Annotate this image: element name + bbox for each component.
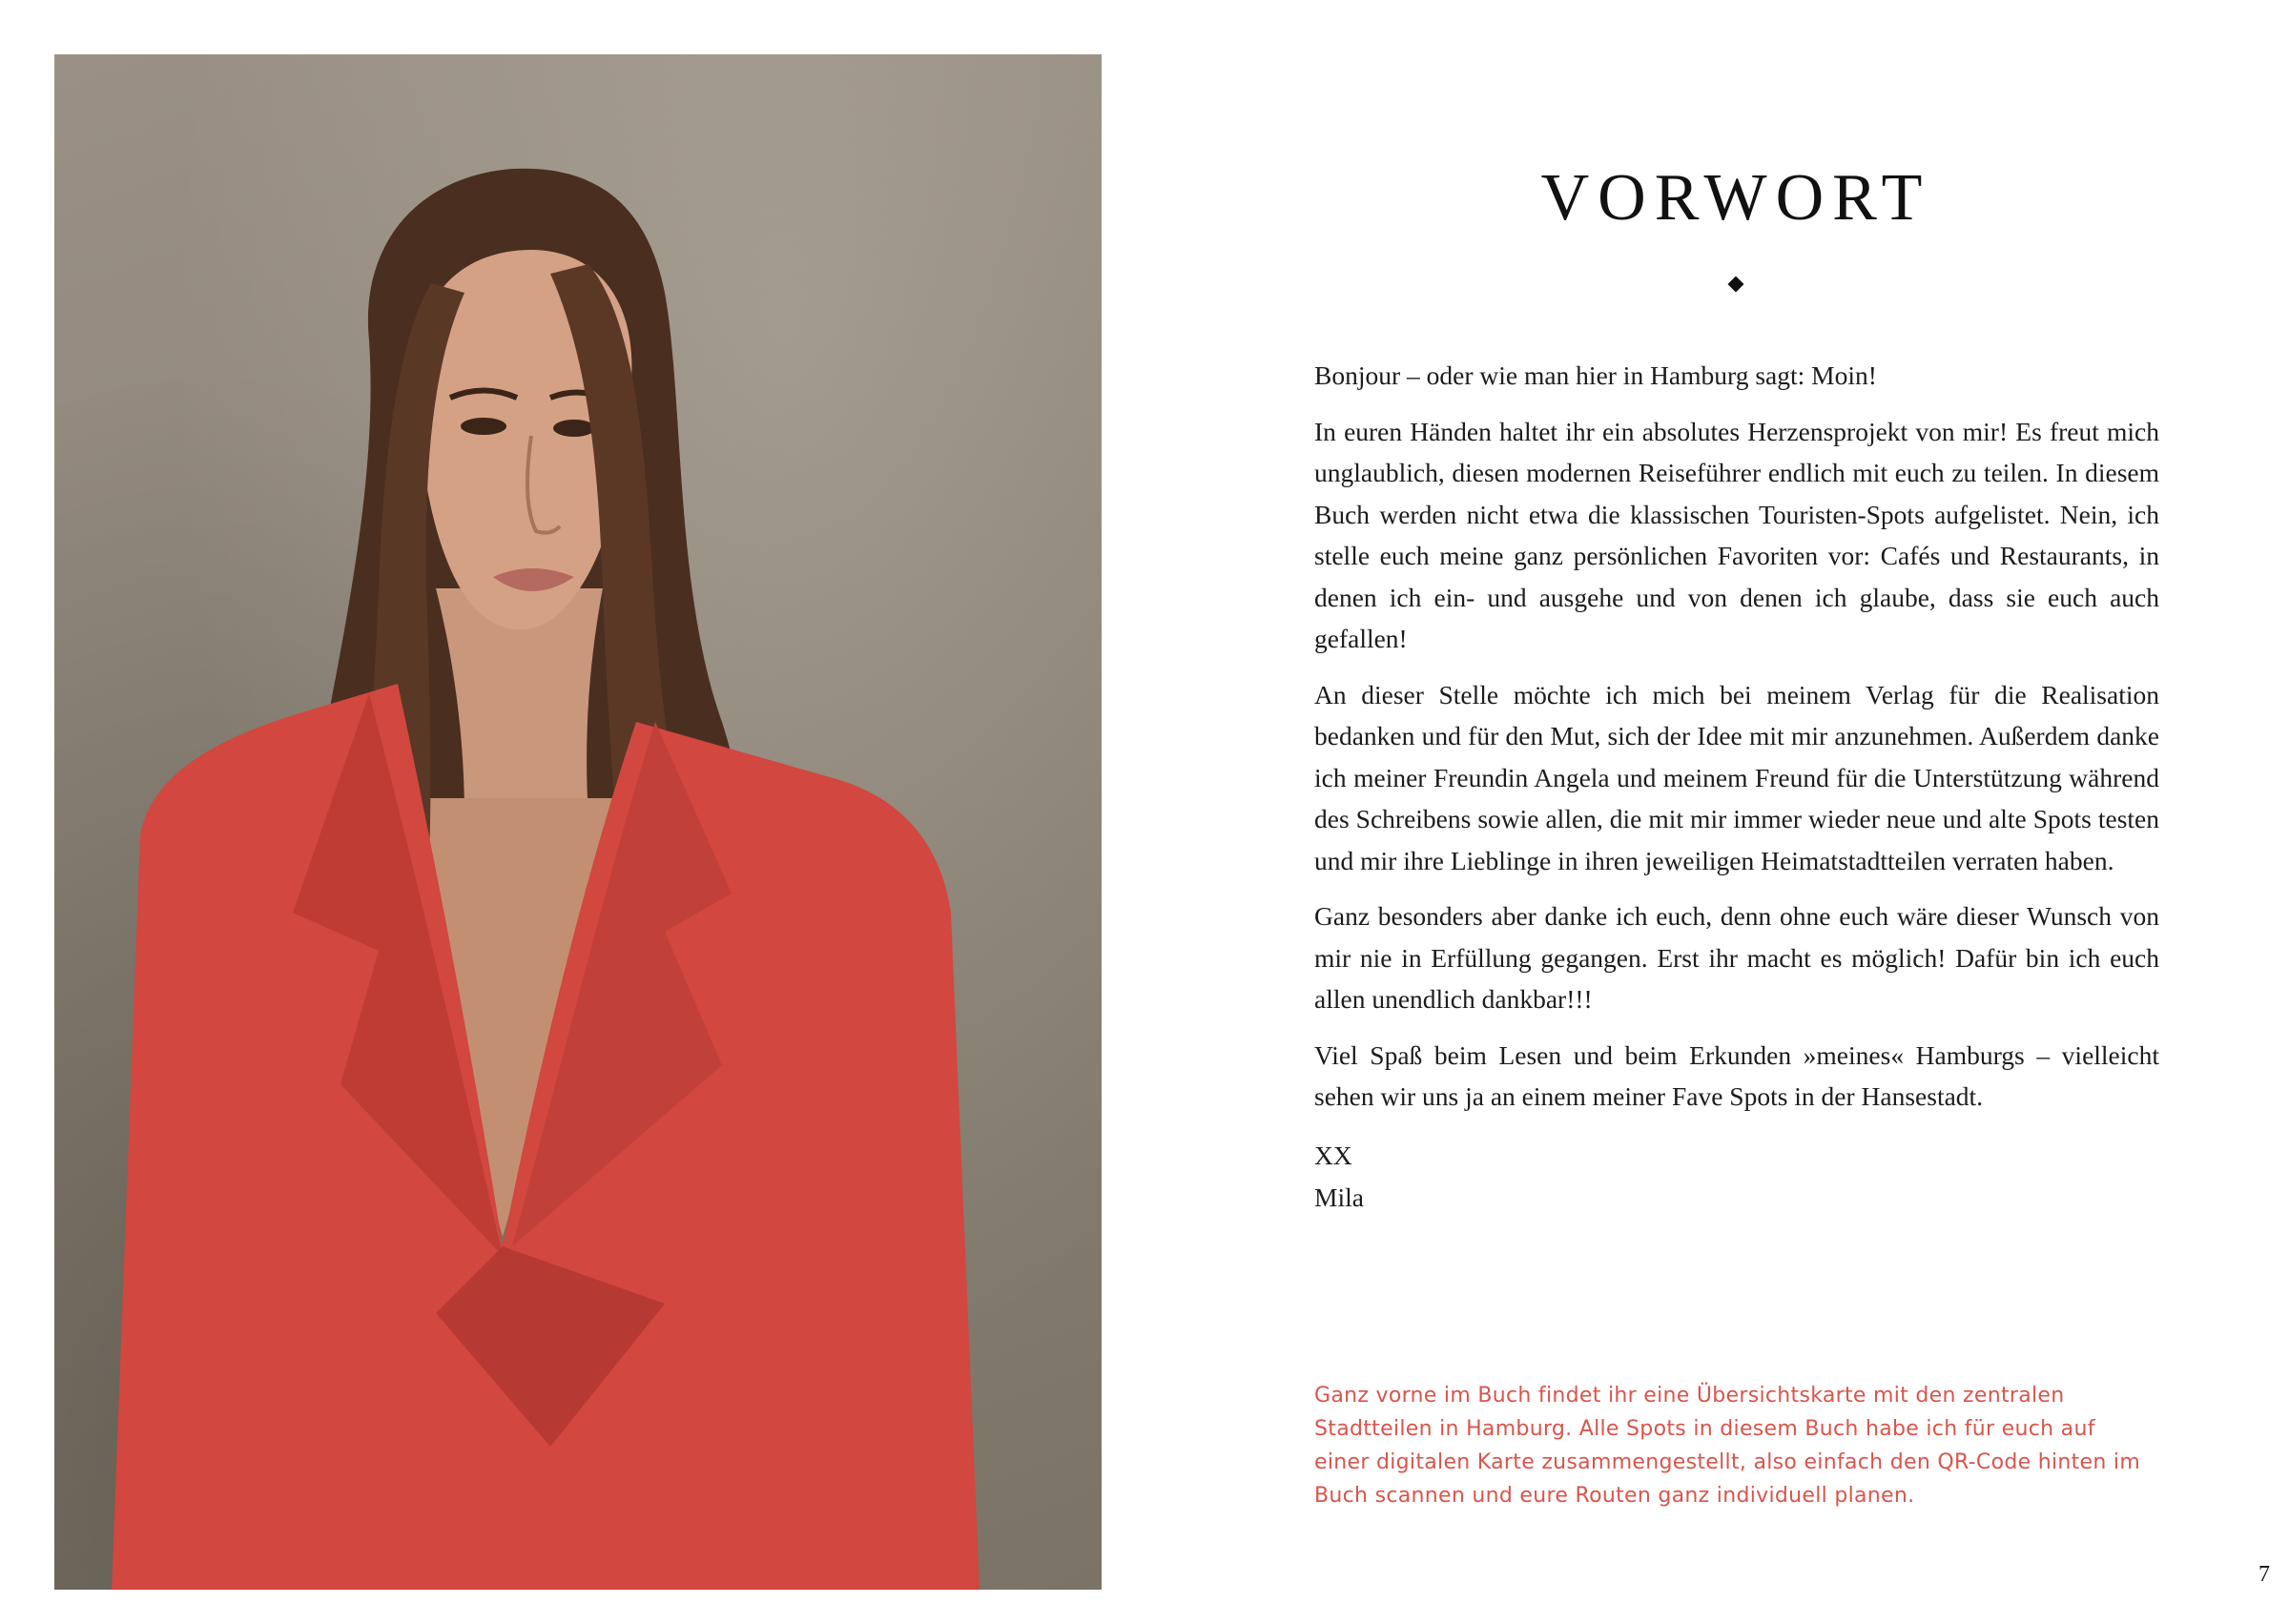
paragraph-thanks-publisher: An dieser Stelle möchte ich mich bei meinem Verlag für die Realisation bedanken und für den Mut, sich der Idee mit mir anzunehmen. Außerdem danke ich meiner Freundin Angela und meinem Freund für die Unterstützung während des Schreibens sowie allen, die mit mir immer wieder neue und alte Spots testen und mir ihre Lieblinge in ihren jeweiligen Heimatstadtteilen verraten haben.: [1314, 679, 2159, 875]
eye-right: [553, 420, 595, 437]
foreword-body: [1314, 355, 2159, 1219]
paragraph-thanks-readers: Ganz besonders aber danke ich euch, denn ohne euch wäre dieser Wunsch von mir nie in Erfüllung gegangen. Erst ihr macht es möglich! Dafür bin ich euch allen unendlich dankbar!!!: [1314, 901, 2159, 1014]
signoff-name: Mila: [1314, 1182, 1364, 1212]
portrait-photo: [54, 54, 1102, 1590]
map-note: Ganz vorne im Buch findet ihr eine Übersichtskarte mit den zentralen Stadtteilen in Hamburg. Alle Spots in diesem Buch habe ich für euch auf einer digitalen Karte zusammengestellt, also einfach den QR-Code hinten im Buch scannen und eure Routen ganz individuell planen.: [1314, 1384, 2141, 1508]
page-title: VORWORT: [1540, 161, 1931, 235]
signoff: [1314, 1135, 2159, 1219]
paragraph-closing: Viel Spaß beim Lesen und beim Erkunden »meines« Hamburgs – vielleicht sehen wir uns ja an einem meiner Fave Spots in der Hansestadt.: [1314, 1039, 2159, 1111]
diamond-ornament-icon: [1728, 277, 1744, 293]
paragraph-greeting: Bonjour – oder wie man hier in Hamburg sagt: Moin!: [1314, 360, 1877, 390]
page-number: 7: [2258, 1562, 2270, 1587]
portrait-illustration: [54, 54, 1102, 1590]
paragraph-intro: In euren Händen haltet ihr ein absolutes Herzensprojekt von mir! Es freut mich unglaublich, diesen modernen Reiseführer endlich mit euch zu teilen. In diesem Buch werden nicht etwa die klassischen Touristen-Spots aufgelistet. Nein, ich stelle euch meine ganz persönlichen Favoriten vor: Cafés und Restaurants, in denen ich ein- und ausgehe und von denen ich glaube, dass sie euch auch gefallen!: [1314, 416, 2159, 653]
eye-left: [461, 418, 506, 435]
signoff-greeting: XX: [1314, 1140, 1352, 1170]
